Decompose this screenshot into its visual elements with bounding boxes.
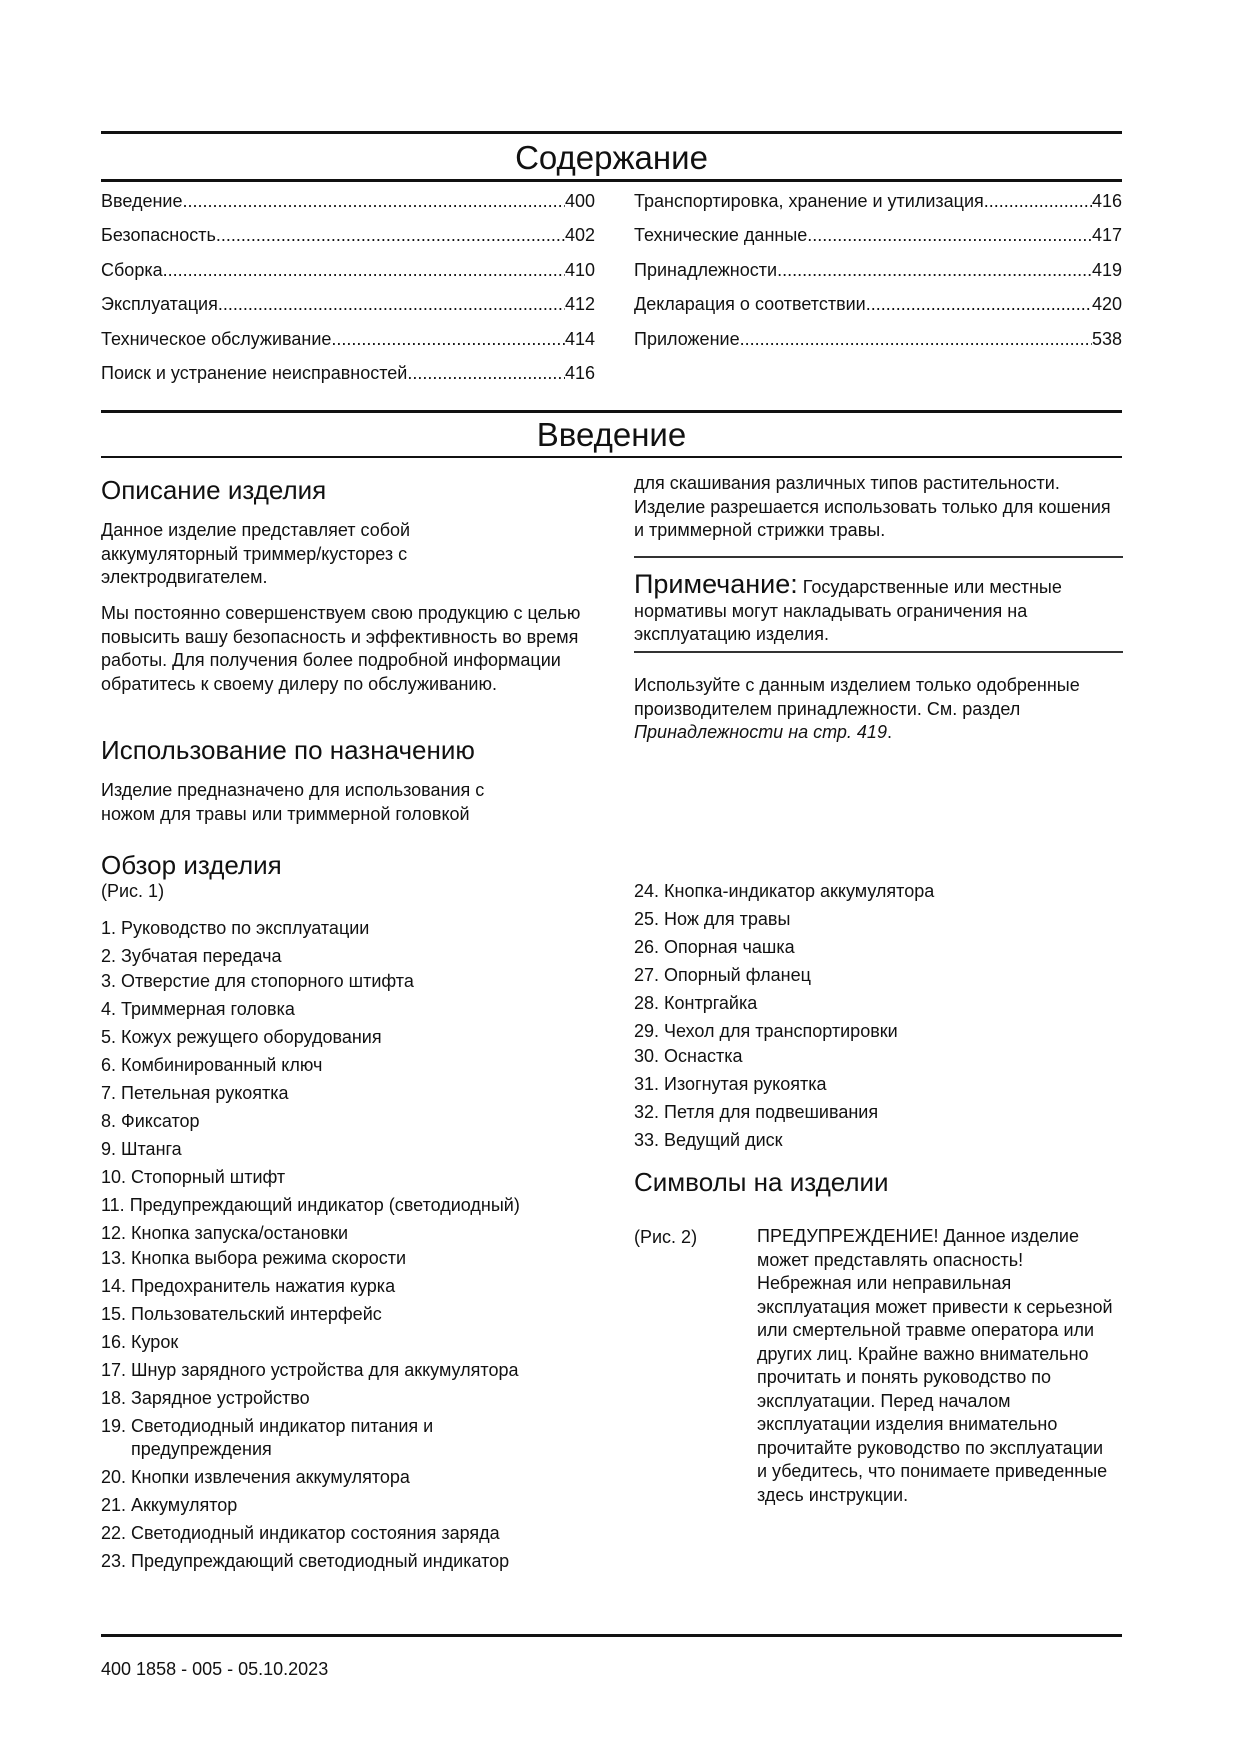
list-item: 25. Нож для травы (634, 909, 791, 929)
toc-entry-maintenance[interactable]: Техническое обслуживание ..... 414 (101, 326, 595, 352)
accessories-paragraph: Используйте с данным изделием только одобренные производителем принадлежности. См. раздел Принадлежности на стр. 419. (634, 675, 1080, 742)
toc-entry-troubleshooting[interactable]: Поиск и устранение неисправностей ..... 416 (101, 360, 595, 386)
list-item: 21. Аккумулятор (101, 1495, 238, 1515)
intro-rule (101, 456, 1122, 458)
list-item: 24. Кнопка-индикатор аккумулятора (634, 881, 935, 901)
note-top-rule (634, 556, 1123, 558)
accessories-link[interactable]: Принадлежности на стр. 419 (634, 722, 887, 742)
intended-use-heading: Использование по назначению (101, 735, 475, 765)
toc-entry-transport[interactable]: Транспортировка, хранение и утилизация ..... 416 (634, 188, 1122, 214)
top-rule (101, 131, 1122, 134)
note-bottom-rule (634, 651, 1123, 653)
description-paragraph-2: Мы постоянно совершенствуем свою продукцию с целью повысить вашу безопасность и эффективность во время работы. Для получения более подробной информации обратитесь к своему дилеру по обслуживанию. (101, 603, 581, 694)
contents-title: Содержание (515, 139, 708, 176)
list-item: 19. Светодиодный индикатор питания и (101, 1416, 434, 1436)
list-item: 7. Петельная рукоятка (101, 1083, 289, 1103)
toc-entry-appendix[interactable]: Приложение ..... 538 (634, 326, 1122, 352)
intended-use-paragraph: Изделие предназначено для использования с ножом для травы или триммерной головкой (101, 780, 485, 824)
list-item: 11. Предупреждающий индикатор (светодиодный) (101, 1195, 520, 1215)
list-item: 23. Предупреждающий светодиодный индикатор (101, 1551, 510, 1571)
note-paragraph (634, 569, 1119, 647)
list-item: 33. Ведущий диск (634, 1130, 783, 1150)
list-item: 30. Оснастка (634, 1046, 743, 1066)
list-item: 20. Кнопки извлечения аккумулятора (101, 1467, 410, 1487)
list-item: 5. Кожух режущего оборудования (101, 1027, 382, 1047)
page-number: 400 (101, 1659, 132, 1679)
footer-rule (101, 1634, 1122, 1637)
list-item: 27. Опорный фланец (634, 965, 811, 985)
document-id: 1858 - 005 - 05.10.2023 (131, 1659, 329, 1679)
list-item-continuation: предупреждения (131, 1439, 272, 1459)
toc-entry-introduction[interactable]: Введение ..... 400 (101, 188, 595, 214)
symbols-warning-text: ПРЕДУПРЕЖДЕНИЕ! Данное изделие может представлять опасность! Небрежная или неправильная эксплуатация может привести к серьезной или смертельной травме оператора или других лиц. Крайне важно внимательно прочитать и понять руководство по эксплуатации. Перед началом эксплуатации изделия внимательно прочитайте руководство по эксплуатации и убедитесь, что понимаете приведенные здесь инструкции. (757, 1226, 1113, 1505)
page-footer (101, 1657, 328, 1681)
list-item: 31. Изогнутая рукоятка (634, 1074, 827, 1094)
list-item: 26. Опорная чашка (634, 937, 795, 957)
list-item: 2. Зубчатая передача (101, 946, 282, 966)
intended-use-continuation: для скашивания различных типов растительности. Изделие разрешается использовать только для кошения и триммерной стрижки травы. (634, 473, 1111, 540)
description-heading: Описание изделия (101, 475, 327, 505)
toc-entry-safety[interactable]: Безопасность ..... 402 (101, 222, 595, 248)
description-paragraph-1: Данное изделие представляет собой аккумуляторный триммер/кусторез с электродвигателем. (101, 520, 411, 587)
list-item: 12. Кнопка запуска/остановки (101, 1223, 349, 1243)
note-label: Примечание: (634, 569, 798, 599)
overview-figure-ref: (Рис. 1) (101, 881, 165, 901)
toc-entry-technical-data[interactable]: Технические данные ..... 417 (634, 222, 1122, 248)
toc-entry-assembly[interactable]: Сборка ..... 410 (101, 257, 595, 283)
list-item: 16. Курок (101, 1332, 179, 1352)
toc-entry-operation[interactable]: Эксплуатация ..... 412 (101, 291, 595, 317)
list-item: 4. Триммерная головка (101, 999, 295, 1019)
symbols-figure-ref: (Рис. 2) (634, 1227, 698, 1247)
toc-entry-declaration[interactable]: Декларация о соответствии ..... 420 (634, 291, 1122, 317)
list-item: 29. Чехол для транспортировки (634, 1021, 898, 1041)
list-item: 6. Комбинированный ключ (101, 1055, 323, 1075)
list-item: 1. Руководство по эксплуатации (101, 918, 370, 938)
list-item: 13. Кнопка выбора режима скорости (101, 1248, 407, 1268)
list-item: 9. Штанга (101, 1139, 182, 1159)
list-item: 18. Зарядное устройство (101, 1388, 310, 1408)
list-item: 14. Предохранитель нажатия курка (101, 1276, 396, 1296)
list-item: 17. Шнур зарядного устройства для аккумулятора (101, 1360, 519, 1380)
list-item: 28. Контргайка (634, 993, 758, 1013)
list-item: 3. Отверстие для стопорного штифта (101, 971, 414, 991)
intro-title: Введение (536, 416, 687, 453)
contents-rule (101, 179, 1122, 182)
toc-entry-accessories[interactable]: Принадлежности ..... 419 (634, 257, 1122, 283)
list-item: 32. Петля для подвешивания (634, 1102, 879, 1122)
list-item: 10. Стопорный штифт (101, 1167, 286, 1187)
intro-top-rule (101, 410, 1122, 413)
note-text: Государственные или местные нормативы могут накладывать ограничения на эксплуатацию изделия. (634, 577, 1062, 644)
list-item: 8. Фиксатор (101, 1111, 200, 1131)
list-item: 22. Светодиодный индикатор состояния заряда (101, 1523, 500, 1543)
list-item: 15. Пользовательский интерфейс (101, 1304, 382, 1324)
symbols-heading: Символы на изделии (634, 1167, 889, 1197)
overview-heading: Обзор изделия (101, 850, 282, 880)
